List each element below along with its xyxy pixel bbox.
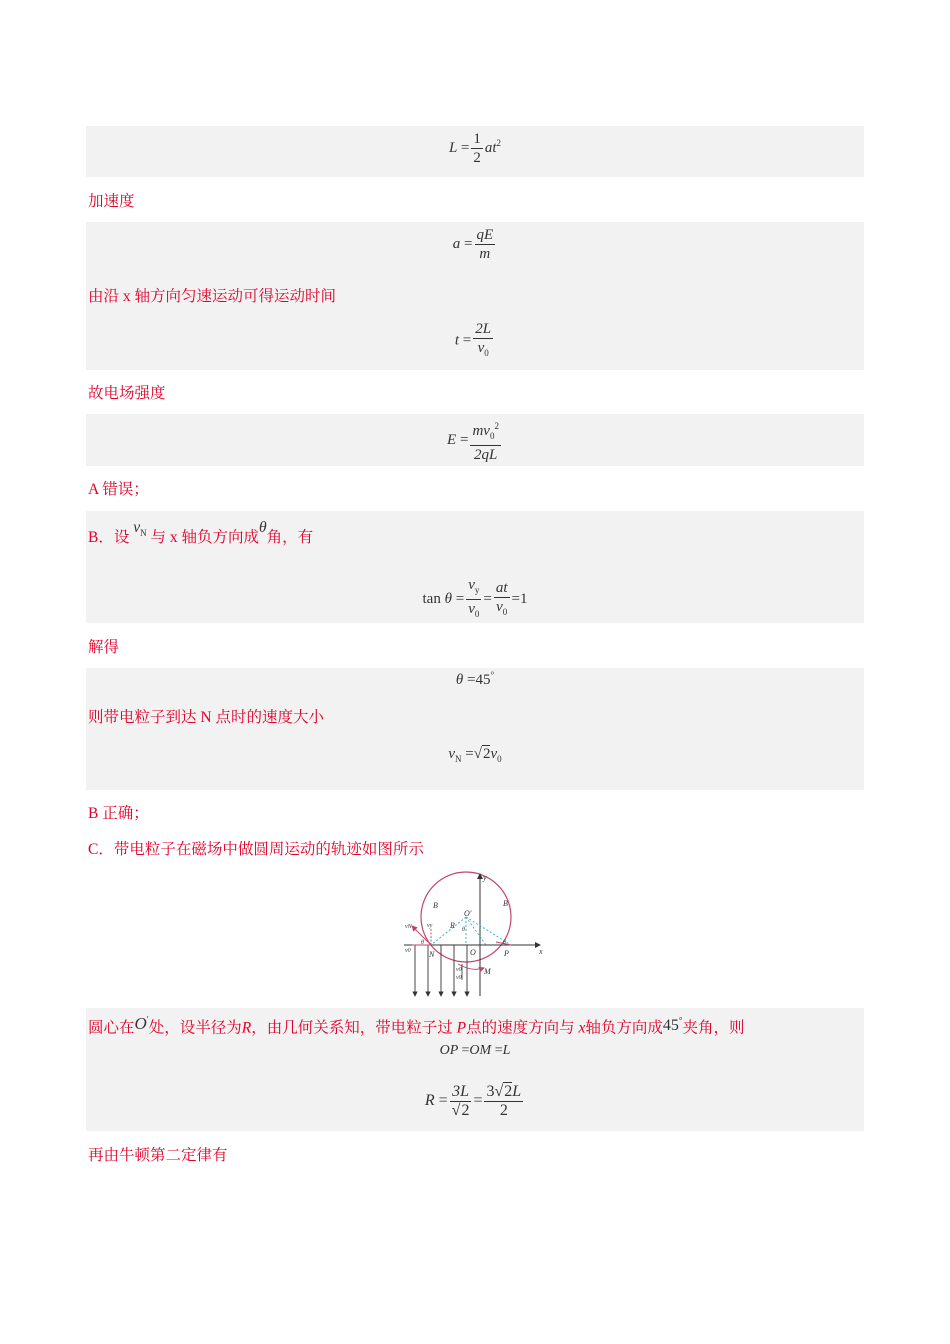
center-text: 圆心在O′处，设半径为R，由几何关系知，带电粒子过 P点的速度方向与 x轴负方向成45°夹角，则 bbox=[88, 1013, 745, 1037]
equation-vN: $v_N =√2v_0$ bbox=[448, 746, 502, 764]
label-theta3: θ bbox=[503, 940, 506, 946]
b-intro: B．设 $v_N$ 与 x 轴负方向成θ角，有 bbox=[88, 519, 314, 546]
newton-text: 再由牛顿第二定律有 bbox=[88, 1147, 228, 1164]
equation-R: R = $\frac{3L}{√2}$ = $\frac{3√2L}{2}$ bbox=[424, 1083, 522, 1119]
label-theta2: θ bbox=[421, 940, 424, 946]
label-R: R bbox=[450, 921, 455, 930]
label-B2: B bbox=[503, 899, 508, 908]
equation-a: a = $\frac{qE}{m}$ bbox=[452, 227, 494, 262]
accel-intro: 加速度 bbox=[88, 193, 135, 210]
time-intro: 由沿 x 轴方向匀速运动可得运动时间 bbox=[88, 288, 337, 305]
equation-tan: tan θ = $\frac{v_y}{v_0}$ = $\frac{at}{v_0}$ =1 bbox=[422, 577, 528, 619]
label-vN: vN bbox=[405, 924, 412, 930]
equation-L: L = $\frac{1}{2}$ $at^2$ bbox=[449, 131, 501, 166]
label-vy: vy bbox=[427, 923, 433, 929]
label-v0a: v0 bbox=[405, 948, 411, 954]
equation-OP: OP =OM =L bbox=[439, 1043, 511, 1058]
label-B1: B bbox=[433, 901, 438, 910]
label-Oprime: O′ bbox=[464, 909, 472, 918]
label-theta1: θ bbox=[462, 927, 465, 933]
label-y: y bbox=[483, 873, 487, 882]
solve-text: 解得 bbox=[88, 639, 120, 656]
a-wrong: A 错误； bbox=[88, 481, 149, 498]
trajectory-diagram bbox=[400, 868, 550, 1000]
label-v0b: v0 bbox=[456, 975, 462, 981]
c-intro: C．带电粒子在磁场中做圆周运动的轨迹如图所示 bbox=[88, 841, 424, 858]
equation-theta: θ =45° bbox=[455, 670, 495, 688]
label-O: O bbox=[470, 948, 476, 957]
label-N: N bbox=[429, 950, 435, 959]
label-x: x bbox=[539, 947, 543, 956]
label-P: P bbox=[504, 949, 509, 958]
label-v0c: v0 bbox=[456, 967, 462, 973]
speed-intro: 则带电粒子到达 N 点时的速度大小 bbox=[88, 709, 324, 726]
equation-E: E = $\frac{mv_0^2}{2qL}$ bbox=[86, 417, 864, 464]
equation-t: t = $\frac{2L}{v_0}$ bbox=[454, 321, 492, 358]
b-right: B 正确； bbox=[88, 805, 149, 822]
field-intro: 故电场强度 bbox=[88, 385, 166, 402]
label-M: M bbox=[484, 967, 491, 976]
